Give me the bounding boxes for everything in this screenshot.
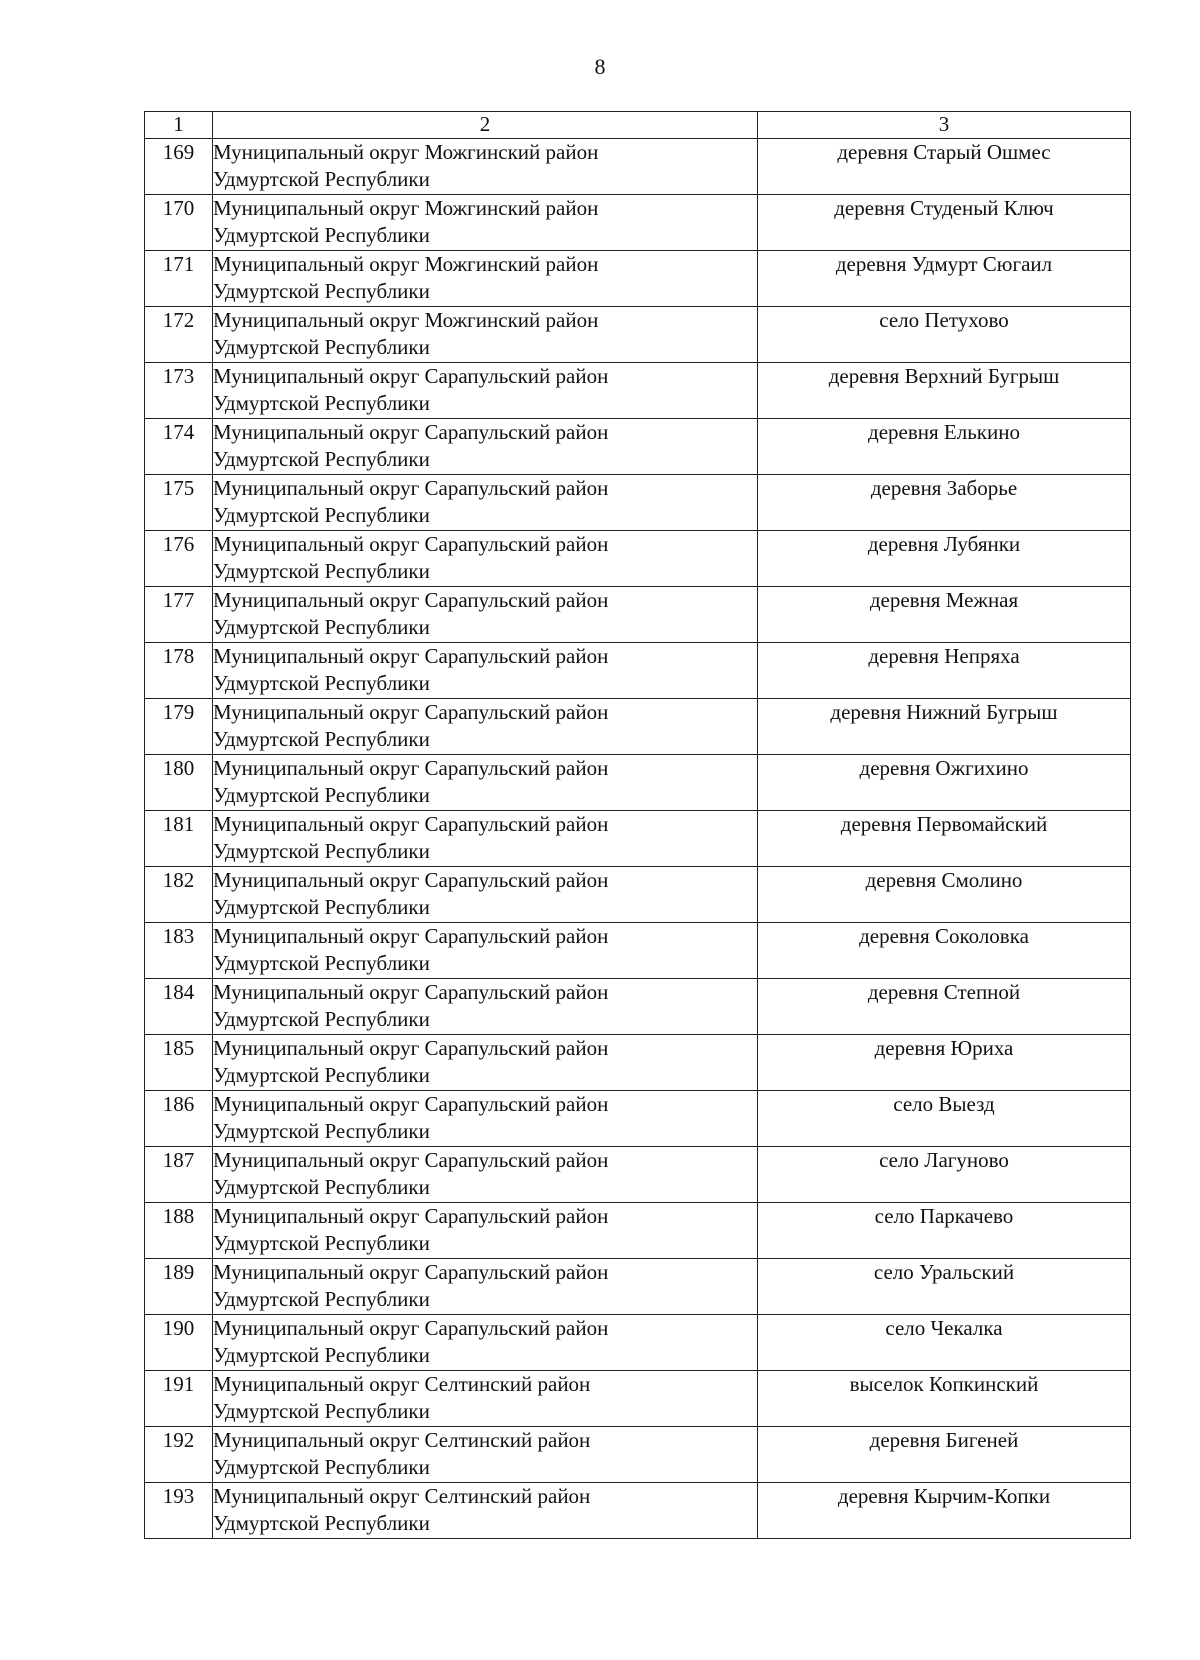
republic-name: Удмуртской Республики — [213, 1231, 430, 1255]
republic-name: Удмуртской Республики — [213, 1343, 430, 1367]
table-row — [145, 643, 1131, 699]
municipality-name: Муниципальный округ Селтинский район — [213, 1372, 591, 1396]
republic-name: Удмуртской Республики — [213, 167, 430, 191]
municipality-cell — [213, 643, 758, 699]
republic-name: Удмуртской Республики — [213, 671, 430, 695]
municipality-name: Муниципальный округ Сарапульский район — [213, 700, 609, 724]
row-number-cell: 172 — [145, 307, 213, 363]
municipality-cell — [213, 1371, 758, 1427]
row-number-cell: 182 — [145, 867, 213, 923]
municipality-name: Муниципальный округ Сарапульский район — [213, 588, 609, 612]
row-number-cell: 183 — [145, 923, 213, 979]
republic-name: Удмуртской Республики — [213, 279, 430, 303]
settlement-cell: деревня Заборье — [758, 475, 1131, 531]
municipality-cell — [213, 587, 758, 643]
municipality-name: Муниципальный округ Сарапульский район — [213, 1260, 609, 1284]
settlement-cell: деревня Нижний Бугрыш — [758, 699, 1131, 755]
republic-name: Удмуртской Республики — [213, 1119, 430, 1143]
settlement-cell: село Петухово — [758, 307, 1131, 363]
municipality-name: Муниципальный округ Сарапульский район — [213, 532, 609, 556]
table-row — [145, 1427, 1131, 1483]
row-number-cell: 193 — [145, 1483, 213, 1539]
row-number-cell: 187 — [145, 1147, 213, 1203]
republic-name: Удмуртской Республики — [213, 1063, 430, 1087]
republic-name: Удмуртской Республики — [213, 783, 430, 807]
municipality-name: Муниципальный округ Можгинский район — [213, 140, 599, 164]
settlement-cell: деревня Непряха — [758, 643, 1131, 699]
republic-name: Удмуртской Республики — [213, 559, 430, 583]
row-number-cell: 186 — [145, 1091, 213, 1147]
row-number-cell: 176 — [145, 531, 213, 587]
municipality-name: Муниципальный округ Сарапульский район — [213, 1204, 609, 1228]
settlement-cell: село Выезд — [758, 1091, 1131, 1147]
municipality-cell — [213, 1091, 758, 1147]
settlement-cell: деревня Старый Ошмес — [758, 139, 1131, 195]
municipality-cell — [213, 531, 758, 587]
row-number-cell: 171 — [145, 251, 213, 307]
table-row — [145, 531, 1131, 587]
municipality-name: Муниципальный округ Сарапульский район — [213, 476, 609, 500]
table-row — [145, 923, 1131, 979]
municipality-name: Муниципальный округ Сарапульский район — [213, 1036, 609, 1060]
column-header-municipality: 2 — [213, 112, 758, 139]
republic-name: Удмуртской Республики — [213, 1455, 430, 1479]
republic-name: Удмуртской Республики — [213, 223, 430, 247]
row-number-cell: 189 — [145, 1259, 213, 1315]
settlement-cell: деревня Студеный Ключ — [758, 195, 1131, 251]
republic-name: Удмуртской Республики — [213, 335, 430, 359]
table-row — [145, 1091, 1131, 1147]
table-row — [145, 419, 1131, 475]
municipality-name: Муниципальный округ Сарапульский район — [213, 420, 609, 444]
municipality-cell — [213, 195, 758, 251]
row-number-cell: 169 — [145, 139, 213, 195]
municipality-cell — [213, 1147, 758, 1203]
municipality-name: Муниципальный округ Селтинский район — [213, 1484, 591, 1508]
municipality-name: Муниципальный округ Можгинский район — [213, 308, 599, 332]
settlement-cell: выселок Копкинский — [758, 1371, 1131, 1427]
table-row — [145, 307, 1131, 363]
settlement-cell: деревня Межная — [758, 587, 1131, 643]
municipality-name: Муниципальный округ Сарапульский район — [213, 364, 609, 388]
row-number-cell: 173 — [145, 363, 213, 419]
page-number: 8 — [594, 54, 606, 79]
municipality-cell — [213, 1035, 758, 1091]
municipality-cell — [213, 699, 758, 755]
municipality-name: Муниципальный округ Сарапульский район — [213, 1092, 609, 1116]
table-row — [145, 1483, 1131, 1539]
municipality-name: Муниципальный округ Сарапульский район — [213, 924, 609, 948]
municipality-name: Муниципальный округ Сарапульский район — [213, 756, 609, 780]
table-row — [145, 1203, 1131, 1259]
settlement-cell: деревня Первомайский — [758, 811, 1131, 867]
row-number-cell: 178 — [145, 643, 213, 699]
table-body — [145, 139, 1131, 1539]
republic-name: Удмуртской Республики — [213, 839, 430, 863]
table-row — [145, 251, 1131, 307]
republic-name: Удмуртской Республики — [213, 447, 430, 471]
settlement-cell: село Чекалка — [758, 1315, 1131, 1371]
table-row — [145, 979, 1131, 1035]
municipality-name: Муниципальный округ Сарапульский район — [213, 1316, 609, 1340]
municipality-name: Муниципальный округ Можгинский район — [213, 252, 599, 276]
row-number-cell: 177 — [145, 587, 213, 643]
republic-name: Удмуртской Республики — [213, 615, 430, 639]
municipality-cell — [213, 811, 758, 867]
settlement-cell: деревня Бигеней — [758, 1427, 1131, 1483]
republic-name: Удмуртской Республики — [213, 391, 430, 415]
municipality-name: Муниципальный округ Сарапульский район — [213, 812, 609, 836]
table-row — [145, 363, 1131, 419]
municipality-cell — [213, 363, 758, 419]
table-row — [145, 755, 1131, 811]
republic-name: Удмуртской Республики — [213, 1175, 430, 1199]
settlement-cell: деревня Смолино — [758, 867, 1131, 923]
table-row — [145, 1259, 1131, 1315]
column-header-settlement: 3 — [758, 112, 1131, 139]
row-number-cell: 190 — [145, 1315, 213, 1371]
municipality-cell — [213, 923, 758, 979]
municipality-name: Муниципальный округ Сарапульский район — [213, 868, 609, 892]
republic-name: Удмуртской Республики — [213, 727, 430, 751]
settlement-cell: деревня Юриха — [758, 1035, 1131, 1091]
republic-name: Удмуртской Республики — [213, 1007, 430, 1031]
municipality-name: Муниципальный округ Можгинский район — [213, 196, 599, 220]
table-row — [145, 475, 1131, 531]
settlement-cell: деревня Лубянки — [758, 531, 1131, 587]
row-number-cell: 179 — [145, 699, 213, 755]
municipality-cell — [213, 1259, 758, 1315]
column-header-number: 1 — [145, 112, 213, 139]
settlement-cell: деревня Степной — [758, 979, 1131, 1035]
municipality-cell — [213, 419, 758, 475]
settlement-cell: деревня Кырчим-Копки — [758, 1483, 1131, 1539]
municipality-cell — [213, 979, 758, 1035]
table-row — [145, 587, 1131, 643]
settlement-cell: село Уральский — [758, 1259, 1131, 1315]
table-row — [145, 867, 1131, 923]
municipality-name: Муниципальный округ Сарапульский район — [213, 644, 609, 668]
settlement-cell: деревня Елькино — [758, 419, 1131, 475]
row-number-cell: 175 — [145, 475, 213, 531]
republic-name: Удмуртской Республики — [213, 1399, 430, 1423]
table-row — [145, 1315, 1131, 1371]
settlement-cell: село Лагуново — [758, 1147, 1131, 1203]
table-row — [145, 811, 1131, 867]
table-row — [145, 1035, 1131, 1091]
settlement-cell: деревня Соколовка — [758, 923, 1131, 979]
republic-name: Удмуртской Республики — [213, 503, 430, 527]
municipality-name: Муниципальный округ Селтинский район — [213, 1428, 591, 1452]
municipality-cell — [213, 1315, 758, 1371]
municipality-cell — [213, 867, 758, 923]
row-number-cell: 180 — [145, 755, 213, 811]
table-row — [145, 699, 1131, 755]
row-number-cell: 184 — [145, 979, 213, 1035]
table-header-row — [145, 112, 1131, 139]
municipality-cell — [213, 251, 758, 307]
row-number-cell: 170 — [145, 195, 213, 251]
row-number-cell: 181 — [145, 811, 213, 867]
row-number-cell: 188 — [145, 1203, 213, 1259]
row-number-cell: 174 — [145, 419, 213, 475]
republic-name: Удмуртской Республики — [213, 1287, 430, 1311]
table-row — [145, 139, 1131, 195]
municipality-cell — [213, 307, 758, 363]
municipality-cell — [213, 1427, 758, 1483]
municipality-name: Муниципальный округ Сарапульский район — [213, 1148, 609, 1172]
row-number-cell: 191 — [145, 1371, 213, 1427]
settlements-table — [144, 111, 1131, 1539]
republic-name: Удмуртской Республики — [213, 951, 430, 975]
table-row — [145, 1371, 1131, 1427]
municipality-cell — [213, 475, 758, 531]
row-number-cell: 185 — [145, 1035, 213, 1091]
municipality-name: Муниципальный округ Сарапульский район — [213, 980, 609, 1004]
republic-name: Удмуртской Республики — [213, 1511, 430, 1535]
republic-name: Удмуртской Республики — [213, 895, 430, 919]
municipality-cell — [213, 755, 758, 811]
municipality-cell — [213, 1203, 758, 1259]
table-row — [145, 1147, 1131, 1203]
settlement-cell: село Паркачево — [758, 1203, 1131, 1259]
municipality-cell — [213, 1483, 758, 1539]
settlement-cell: деревня Ожгихино — [758, 755, 1131, 811]
settlement-cell: деревня Верхний Бугрыш — [758, 363, 1131, 419]
table-row — [145, 195, 1131, 251]
municipality-cell — [213, 139, 758, 195]
row-number-cell: 192 — [145, 1427, 213, 1483]
settlement-cell: деревня Удмурт Сюгаил — [758, 251, 1131, 307]
